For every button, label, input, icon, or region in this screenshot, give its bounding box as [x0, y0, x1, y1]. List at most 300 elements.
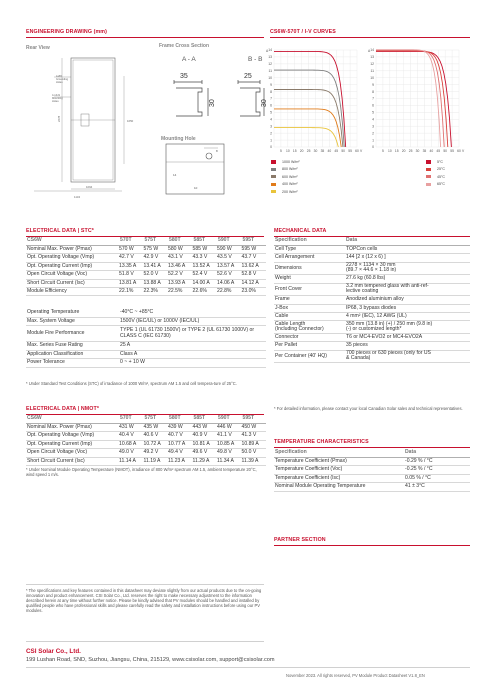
- dim-mid: 1094: [86, 185, 93, 189]
- legend-item: [271, 182, 298, 186]
- spec-value: 41.1 V: [217, 432, 242, 440]
- spec-value: 52.6 V: [217, 271, 242, 279]
- table-row: [274, 245, 470, 253]
- spec-value-line: 350 mm (13.8 in) (+) / 250 mm (9.8 in): [346, 320, 433, 327]
- spec-value: [404, 474, 470, 482]
- table-row: [274, 321, 470, 334]
- partner-divider: [274, 545, 470, 546]
- spec-name-line: J-Box: [275, 304, 289, 311]
- x-tick-label: 40: [429, 149, 434, 153]
- spec-value: 49.4 V: [168, 449, 193, 457]
- spec-name: [274, 483, 404, 491]
- spec-name: Opt. Operating Voltage (Vmp): [26, 254, 119, 262]
- temperature-title: TEMPERATURE CHARACTERISTICS: [274, 439, 369, 445]
- spec-value: 49.6 V: [193, 449, 218, 457]
- spec-name: [274, 457, 404, 465]
- spec-value: 450 W: [242, 423, 267, 431]
- spec-value-line: 144 [2 x (12 x 6) ]: [346, 254, 386, 261]
- spec-value: 40.4 V: [119, 432, 144, 440]
- x-tick-label: 10: [387, 149, 392, 153]
- spec-value: 40.9 V: [193, 432, 218, 440]
- spec-value: -40°C ~ +85°C: [119, 309, 266, 317]
- spec-value: 595 W: [242, 245, 267, 253]
- table-row: [26, 359, 266, 367]
- x-tick-label: 20: [401, 149, 406, 153]
- legend-item: [426, 175, 445, 179]
- spec-value: 575 W: [144, 245, 169, 253]
- table-row: [274, 457, 470, 465]
- drawing-divider: [26, 37, 264, 38]
- iv-curves-title: CS6W-570T / I-V CURVES: [270, 29, 336, 35]
- svg-text:Holes: Holes: [52, 100, 59, 103]
- y-tick-label: 10: [268, 75, 272, 80]
- legend-item: [271, 160, 300, 164]
- y-tick-label: 2: [372, 131, 374, 136]
- table-row: [26, 262, 266, 270]
- legend-swatch: [426, 160, 431, 163]
- spec-value: 52.0 V: [144, 271, 169, 279]
- spec-value: 10.77 A: [168, 440, 193, 448]
- mech-header-data: Data: [345, 237, 470, 245]
- stc-header-cell: 580T: [168, 237, 193, 245]
- frame-cross-section-label: Frame Cross Section: [159, 43, 210, 49]
- spec-value: 590 W: [217, 245, 242, 253]
- spec-name: Operating Temperature: [26, 309, 119, 317]
- footer-divider: [26, 667, 470, 668]
- spec-value-line: 41 ± 3°C: [405, 483, 425, 490]
- spec-name: [274, 333, 345, 341]
- spec-name-line: Nominal Module Operating Temperature: [275, 483, 366, 490]
- spec-value-line: IP68, 3 bypass diodes: [346, 304, 397, 311]
- nmot-header-cell: CS6W: [26, 415, 119, 423]
- table-row: [274, 342, 470, 350]
- table-row: [26, 317, 266, 325]
- table-row: [26, 350, 266, 358]
- spec-name: Power Tolerance: [26, 359, 119, 367]
- spec-value: 49.2 V: [144, 449, 169, 457]
- x-tick-label: 15: [394, 149, 399, 153]
- spec-value: 41.3 V: [242, 432, 267, 440]
- y-tick-label: 6: [372, 103, 374, 108]
- spec-value: TYPE 1 (UL 61730 1500V) or TYPE 2 (UL 61730 1000V) or CLASS C (IEC 61730): [119, 326, 266, 342]
- stc-note: * Under Standard Test Conditions (STC) of irradiance of 1000 W/m², spectrum AM 1.5 and cell tempera-ture of 25°C.: [26, 381, 237, 386]
- rear-view-label: Rear View: [26, 45, 50, 51]
- legend-swatch: [426, 168, 431, 171]
- spec-value: 22.1%: [119, 287, 144, 295]
- stc-header-row: [26, 237, 266, 245]
- spec-value: 11.29 A: [193, 457, 218, 465]
- spec-value-line: 35 pieces: [346, 342, 368, 349]
- x-tick-label: 25: [408, 149, 413, 153]
- spec-value: 13.52 A: [193, 262, 218, 270]
- spec-value: 10.68 A: [119, 440, 144, 448]
- mech-header-row: [274, 237, 470, 245]
- spec-value: 22.8%: [217, 287, 242, 295]
- spec-name-line: Cell Arrangement: [275, 254, 315, 261]
- table-row: [274, 350, 470, 363]
- table-row: [274, 312, 470, 320]
- spec-value-line: -0.25 % / °C: [405, 466, 433, 473]
- spec-value: 40.6 V: [144, 432, 169, 440]
- x-tick-label: 55: [348, 149, 352, 153]
- x-unit-label: V: [360, 149, 363, 153]
- legend-label: 5°C: [437, 160, 444, 164]
- table-row: [26, 279, 266, 287]
- spec-name: [274, 304, 345, 312]
- dim-8: 8: [216, 149, 218, 153]
- spec-value: 13.93 A: [168, 279, 193, 287]
- svg-text:Grounding: Grounding: [56, 78, 69, 81]
- spec-name: [274, 254, 345, 262]
- y-tick-label: 8: [372, 89, 374, 94]
- spec-value-line: 700 pieces or 630 pieces (only for US: [346, 349, 431, 356]
- spec-value: 439 W: [168, 423, 193, 431]
- spec-name: Opt. Operating Current (Imp): [26, 440, 119, 448]
- legend-swatch: [426, 183, 431, 186]
- table-row: [26, 309, 266, 317]
- spec-value-line: 4 mm² (IEC), 12 AWG (UL): [346, 312, 407, 319]
- y-tick-label: 5: [270, 110, 272, 115]
- legend-swatch: [271, 175, 276, 178]
- spec-name-line: (Including Connector): [275, 326, 324, 333]
- spec-value: 13.46 A: [168, 262, 193, 270]
- spec-name: Open Circuit Voltage (Voc): [26, 271, 119, 279]
- spec-name: Nominal Max. Power (Pmax): [26, 245, 119, 253]
- stc-header-cell: CS6W: [26, 237, 119, 245]
- section-bb-label: B - B: [248, 56, 263, 63]
- spec-value: 40.7 V: [168, 432, 193, 440]
- spec-value: 10.89 A: [242, 440, 267, 448]
- spec-value: 43.7 V: [242, 254, 267, 262]
- spec-value: 13.62 A: [242, 262, 267, 270]
- y-tick-label: 13: [268, 55, 272, 60]
- spec-value: 52.2 V: [168, 271, 193, 279]
- spec-name: [274, 466, 404, 474]
- legend-label: 65°C: [437, 182, 446, 187]
- x-tick-label: 45: [436, 149, 441, 153]
- legend-swatch: [271, 183, 276, 186]
- spec-value-line: 3.2 mm tempered glass with anti-ref-: [346, 282, 429, 289]
- nmot-header-cell: 595T: [242, 415, 267, 423]
- dim-width: 1134: [74, 195, 81, 199]
- y-tick-label: 4: [372, 117, 374, 122]
- legend-label: 25°C: [437, 167, 446, 172]
- x-tick-label: 35: [320, 149, 325, 153]
- spec-value: 13.57 A: [217, 262, 242, 270]
- mech-note: * For detailed information, please contact your local Canadian Solar sales and technical representatives.: [274, 406, 463, 411]
- iv-curves-chart: [258, 44, 473, 164]
- disclaimer-divider-top: [26, 584, 264, 585]
- spec-value-line: TOPCon cells: [346, 245, 378, 252]
- spec-value: 14.00 A: [193, 279, 218, 287]
- spec-value: 11.19 A: [144, 457, 169, 465]
- x-tick-label: 20: [299, 149, 304, 153]
- disclaimer-divider-bottom: [26, 641, 264, 642]
- spec-name-line: Per Container (40' HQ): [275, 352, 327, 359]
- spec-value: 52.8 V: [242, 271, 267, 279]
- spec-value: 580 W: [168, 245, 193, 253]
- footer-address: 199 Lushan Road, SND, Suzhou, Jiangsu, China, 215129, www.csisolar.com, support@csisolar.com: [26, 657, 275, 663]
- spec-value: 435 W: [144, 423, 169, 431]
- spec-name: Max. Series Fuse Rating: [26, 342, 119, 350]
- spec-name-line: Temperature Coefficient (Pmax): [275, 457, 347, 464]
- spec-value-line: & Canada): [346, 355, 371, 362]
- nmot-header-cell: 575T: [144, 415, 169, 423]
- x-tick-label: 30: [313, 149, 318, 153]
- y-tick-label: 7: [270, 96, 272, 101]
- legend-item: [426, 167, 445, 171]
- spec-name: [274, 262, 345, 275]
- dim-30a: 30: [209, 99, 216, 107]
- svg-text:Mounting: Mounting: [52, 97, 63, 100]
- nmot-table: [26, 415, 266, 466]
- stc-header-cell: 575T: [144, 237, 169, 245]
- footer-version: November 2023. All rights reserved, PV Module Product Datasheet V1.8_EN: [286, 673, 425, 678]
- dim-10: 10: [194, 186, 198, 190]
- spec-value: [345, 296, 470, 304]
- iv-curve: [274, 128, 338, 147]
- spec-name-line: Front Cover: [275, 285, 302, 292]
- spec-name-line: Temperature Coefficient (Voc): [275, 466, 343, 473]
- spec-value-line: T6 or MC4-EVO2 or MC4-EVO2A: [346, 333, 423, 340]
- y-tick-label: 2: [270, 131, 272, 136]
- spec-value: 13.41 A: [144, 262, 169, 270]
- disclaimer-text: * The specifications and key features contained in this datasheet may deviate slightly from our actual products due to the on-going innovation and product enhancement. CSI Solar Co., Ltd. reserves the right to make necessary adjustment to the information described herein at any time without further notice. Please be kindly advised that PV modules should be handled and installed by qualified people who have professional skills and please carefully read the safety and installation instructions before using our PV modules.: [26, 588, 262, 614]
- legend-item: [271, 167, 298, 171]
- spec-value: 13.35 A: [119, 262, 144, 270]
- temp-divider: [274, 447, 470, 448]
- table-row: [26, 423, 266, 431]
- y-tick-label: 3: [372, 124, 374, 129]
- temp-header-spec: Specification: [274, 449, 404, 457]
- spec-value-line: 0.05 % / °C: [405, 474, 431, 481]
- partner-title: PARTNER SECTION: [274, 537, 326, 543]
- y-tick-label: 6: [270, 103, 272, 108]
- dim-14: 14: [173, 173, 177, 177]
- table-row: [26, 326, 266, 342]
- x-tick-label: 10: [285, 149, 290, 153]
- y-tick-label: 7: [372, 96, 374, 101]
- spec-name: [274, 283, 345, 296]
- spec-value: 13.88 A: [144, 279, 169, 287]
- y-tick-label: 12: [268, 62, 272, 67]
- y-unit-label: A: [266, 49, 269, 53]
- spec-value: 43.1 V: [168, 254, 193, 262]
- nmot-title: ELECTRICAL DATA | NMOT*: [26, 406, 100, 412]
- nmot-header-cell: 570T: [119, 415, 144, 423]
- legend-swatch: [271, 168, 276, 171]
- spec-name-line: Temperature Coefficient (Isc): [275, 474, 341, 481]
- legend-label: 800 W/m²: [282, 167, 298, 172]
- legend-label: 400 W/m²: [282, 182, 298, 187]
- y-tick-label: 3: [270, 124, 272, 129]
- y-tick-label: 8: [270, 89, 272, 94]
- spec-value: 23.0%: [242, 287, 267, 295]
- table-row: [26, 457, 266, 465]
- spec-name: [274, 350, 345, 363]
- table-row: [274, 333, 470, 341]
- spec-value: [345, 262, 470, 275]
- table-row: [26, 432, 266, 440]
- spec-value: 1500V (IEC/UL) or 1000V (IEC/UL): [119, 317, 266, 325]
- legend-item: [426, 182, 445, 186]
- svg-text:Holes: Holes: [56, 81, 63, 84]
- spec-value: 49.8 V: [217, 449, 242, 457]
- spec-name-line: Cell Type: [275, 245, 297, 252]
- spec-name: Nominal Max. Power (Pmax): [26, 423, 119, 431]
- spec-value: 0 ~ + 10 W: [119, 359, 266, 367]
- spec-name: [274, 275, 345, 283]
- y-tick-label: 14: [370, 48, 374, 53]
- table-row: [274, 254, 470, 262]
- y-tick-label: 11: [268, 68, 272, 73]
- spec-value: 43.5 V: [217, 254, 242, 262]
- spec-value: Class A: [119, 350, 266, 358]
- spec-value-line: -0.29 % / °C: [405, 457, 433, 464]
- spec-value: 49.0 V: [119, 449, 144, 457]
- spec-value: [345, 283, 470, 296]
- spec-value-line: Anodized aluminium alloy: [346, 296, 404, 303]
- spec-name: [274, 296, 345, 304]
- nmot-header-row: [26, 415, 266, 423]
- legend-swatch: [271, 160, 276, 163]
- x-tick-label: 60: [355, 149, 359, 153]
- nmot-note: * Under Nominal Module Operating Temperature (NMOT), irradiance of 800 W/m² spectrum AM 1.5, ambient temperature 20°C, wind speed 1 m/s.: [26, 467, 257, 478]
- spec-name: Opt. Operating Current (Imp): [26, 262, 119, 270]
- table-row: [274, 262, 470, 275]
- x-tick-label: 50: [341, 149, 346, 153]
- table-row: [274, 304, 470, 312]
- spec-name-line: Frame: [275, 296, 290, 303]
- nmot-header-cell: 580T: [168, 415, 193, 423]
- legend-swatch: [426, 175, 431, 178]
- spec-value: [345, 245, 470, 253]
- legend-item: [271, 190, 298, 194]
- temperature-table: [274, 449, 470, 492]
- nmot-header-cell: 585T: [193, 415, 218, 423]
- legend-label: 1000 W/m²: [282, 160, 300, 164]
- dim-length: 2278: [57, 115, 61, 122]
- table-row: [274, 275, 470, 283]
- engineering-drawing-title: ENGINEERING DRAWING (mm): [26, 29, 107, 35]
- spec-name-line: Dimensions: [275, 264, 302, 271]
- y-tick-label: 12: [370, 62, 374, 67]
- spec-name: Opt. Operating Voltage (Vmp): [26, 432, 119, 440]
- spec-name-line: Cable: [275, 312, 289, 319]
- y-tick-label: 9: [372, 82, 374, 87]
- spec-value: [345, 304, 470, 312]
- y-tick-label: 0: [270, 145, 272, 150]
- spec-value: 585 W: [193, 245, 218, 253]
- spec-value: [404, 466, 470, 474]
- legend-label: 200 W/m²: [282, 189, 298, 194]
- spec-value: [404, 457, 470, 465]
- spec-value: 43.3 V: [193, 254, 218, 262]
- spec-value: 42.7 V: [119, 254, 144, 262]
- x-tick-label: 25: [306, 149, 311, 153]
- spec-value: 14.06 A: [217, 279, 242, 287]
- x-tick-label: 5: [381, 149, 384, 153]
- y-tick-label: 11: [370, 68, 374, 73]
- table-row: [274, 296, 470, 304]
- x-tick-label: 15: [292, 149, 297, 153]
- x-tick-label: 55: [450, 149, 454, 153]
- spec-value-line: (89.7 × 44.6 × 1.18 in): [346, 267, 397, 274]
- spec-name-line: Per Pallet: [275, 342, 298, 349]
- legend-item: [271, 175, 298, 179]
- spec-value: 10.72 A: [144, 440, 169, 448]
- y-tick-label: 4: [270, 117, 272, 122]
- spec-value: 51.8 V: [119, 271, 144, 279]
- stc-title: ELECTRICAL DATA | STC*: [26, 228, 94, 234]
- spec-name-line: Weight: [275, 275, 291, 282]
- spec-value: 25 A: [119, 342, 266, 350]
- stc-single-table: [26, 309, 266, 368]
- spec-value: 570 W: [119, 245, 144, 253]
- nmot-header-cell: 590T: [217, 415, 242, 423]
- table-row: [26, 254, 266, 262]
- y-tick-label: 1: [372, 138, 374, 143]
- spec-name: Open Circuit Voltage (Voc): [26, 449, 119, 457]
- spec-value-line: 2278 × 1134 × 30 mm: [346, 262, 396, 269]
- spec-name: [274, 474, 404, 482]
- temp-header-data: Data: [404, 449, 470, 457]
- spec-name-line: Connector: [275, 333, 299, 340]
- spec-value: 22.3%: [144, 287, 169, 295]
- mounting-hole-label: Mounting Hole: [161, 136, 196, 142]
- spec-value: 443 W: [193, 423, 218, 431]
- table-row: [26, 440, 266, 448]
- x-tick-label: 45: [334, 149, 339, 153]
- spec-name: Application Classification: [26, 350, 119, 358]
- stc-header-cell: 585T: [193, 237, 218, 245]
- x-tick-label: 30: [415, 149, 420, 153]
- y-tick-label: 5: [372, 110, 374, 115]
- table-row: [274, 466, 470, 474]
- dim-side: 1650: [127, 119, 134, 123]
- spec-name: Module Fire Performance: [26, 326, 119, 342]
- legend-label: 45°C: [437, 174, 446, 179]
- y-tick-label: 10: [370, 75, 374, 80]
- table-row: [274, 474, 470, 482]
- dim-35: 35: [180, 73, 188, 80]
- legend-item: [426, 160, 443, 164]
- spec-name: [274, 245, 345, 253]
- stc-header-cell: 595T: [242, 237, 267, 245]
- spec-value: 50.0 V: [242, 449, 267, 457]
- stc-table: [26, 237, 266, 296]
- x-unit-label: V: [462, 149, 465, 153]
- spec-name: [274, 312, 345, 320]
- stc-header-cell: 570T: [119, 237, 144, 245]
- y-tick-label: 0: [372, 145, 374, 150]
- spec-value: 52.4 V: [193, 271, 218, 279]
- dim-25: 25: [244, 73, 252, 80]
- y-tick-label: 1: [270, 138, 272, 143]
- spec-value-line: 27.6 kg (60.8 lbs): [346, 275, 386, 282]
- mechanical-title: MECHANICAL DATA: [274, 228, 327, 234]
- spec-value: 431 W: [119, 423, 144, 431]
- mechanical-table: [274, 237, 470, 363]
- table-row: [26, 342, 266, 350]
- spec-name: Module Efficiency: [26, 287, 119, 295]
- spec-value: 14.12 A: [242, 279, 267, 287]
- table-row: [26, 245, 266, 253]
- x-tick-label: 35: [422, 149, 427, 153]
- spec-name: [274, 321, 345, 334]
- engineering-drawing: [26, 52, 266, 202]
- table-row: [26, 449, 266, 457]
